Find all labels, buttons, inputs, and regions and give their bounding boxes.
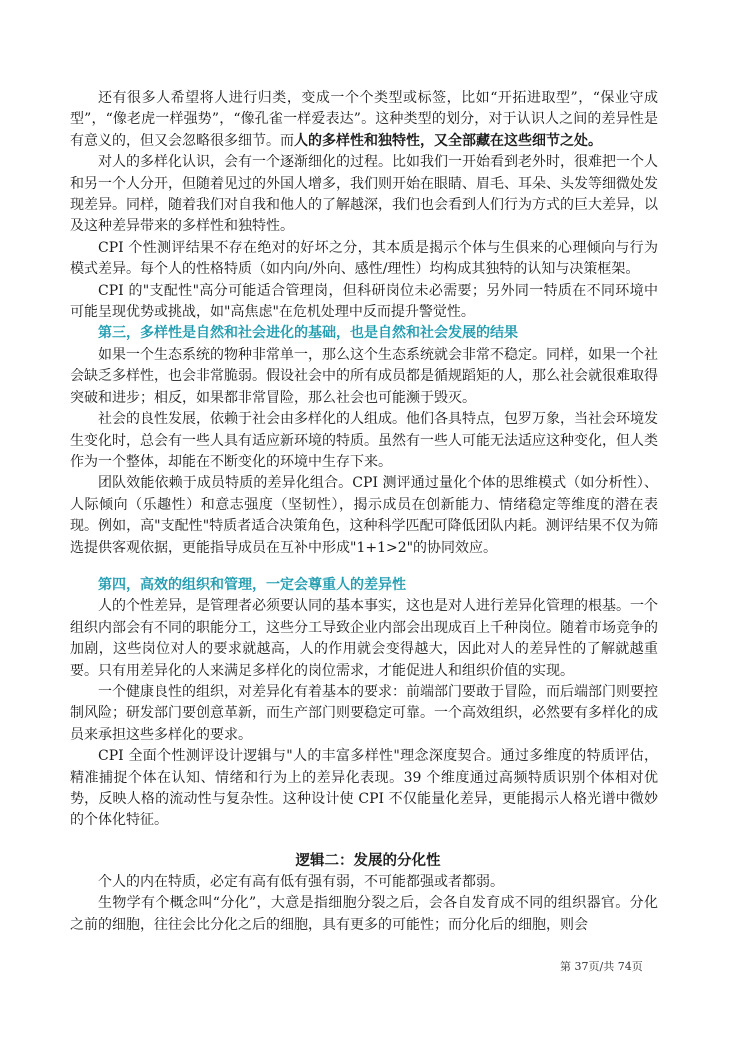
paragraph-differentiation: 生物学有个概念叫“分化”，大意是指细胞分裂之后，会各自发育成不同的组织器官。分化之前的细胞，往往会比分化之后的细胞，具有更多的可能性；而分化后的细胞，则会	[70, 895, 658, 933]
paragraph-cpi-dominance: CPI 的"支配性"高分可能适合管理岗，但科研岗位未必需要；另外同一特质在不同环境中可能呈现优势或挑战，如"高焦虑"在危机处理中反而提升警觉性。	[70, 282, 658, 321]
paragraph-text: 还有很多人希望将人进行归类，变成一个个类型或标签，比如“开拓进取型”，“保业守成型”，“像老虎一样强势”，“像孔雀一样爱表达”。这种类型的划分，对于认识人之间的差异性是有意义的，但又会忽略很多细节。而	[70, 90, 658, 149]
paragraph-team-efficacy: 团队效能依赖于成员特质的差异化组合。CPI 测评通过量化个体的思维模式（如分析性）、人际倾向（乐趣性）和意志强度（坚韧性），揭示成员在创新能力、情绪稳定等维度的潜在表现。例如，高"支配性"特质者适合决策角色，这种科学匹配可降低团队内耗。测评结果不仅为筛选提供客观依据，更能指导成员在互补中形成"1+1>2"的协同效应。	[70, 475, 658, 556]
document-page	[70, 88, 658, 936]
paragraph-diversity-perception: 对人的多样化认识，会有一个逐渐细化的过程。比如我们一开始看到老外时，很难把一个人和另一个人分开，但随着见过的外国人增多，我们则开始在眼睛、眉毛、耳朵、头发等细微处发现差异。同样，随着我们对自我和他人的了解越深，我们也会看到人们行为方式的巨大差异，以及这种差异带来的多样性和独特性。	[70, 154, 658, 235]
section-heading-3: 第三，多样性是自然和社会进化的基础，也是自然和社会发展的结果	[98, 325, 518, 342]
page-number: 第 37页/共 74页	[560, 960, 643, 973]
paragraph-healthy-org: 一个健康良性的组织，对差异化有着基本的要求：前端部门要敢于冒险，而后端部门则要控制风险；研发部门要创意革新，而生产部门则要稳定可靠。一个高效组织，必然要有多样化的成员来承担这些多样化的要求。	[70, 683, 658, 743]
paragraph-management: 人的个性差异，是管理者必须要认同的基本事实，这也是对人进行差异化管理的根基。一个组织内部会有不同的职能分工，这些分工导致企业内部会出现成百上千种岗位。随着市场竞争的加剧，这些岗位对人的要求就越高，人的作用就会变得越大，因此对人的差异性的了解就越重要。只有用差异化的人来满足多样化的岗位需求，才能促进人和组织价值的实现。	[70, 598, 658, 679]
paragraph-ecosystem: 如果一个生态系统的物种非常单一，那么这个生态系统就会非常不稳定。同样，如果一个社会缺乏多样性，也会非常脆弱。假设社会中的所有成员都是循规蹈矩的人，那么社会就很难取得突破和进步；相反，如果都非常冒险，那么社会也可能濒于毁灭。	[70, 346, 658, 406]
paragraph-cpi-no-good-bad: CPI 个性测评结果不存在绝对的好坏之分，其本质是揭示个体与生俱来的心理倾向与行为模式差异。每个人的性格特质（如内向/外向、感性/理性）均构成其独特的认知与决策框架。	[70, 239, 658, 278]
emphasis-text: 人的多样性和独特性，又全部藏在这些细节之处。	[294, 132, 602, 149]
logic-heading: 逻辑二：发展的分化性	[295, 851, 441, 869]
paragraph-cpi-design: CPI 全面个性测评设计逻辑与"人的丰富多样性"理念深度契合。通过多维度的特质评估，精准捕捉个体在认知、情绪和行为上的差异化表现。39 个维度通过高频特质识别个体相对优势，反映人格的流动性与复杂性。这种设计使 CPI 不仅能量化差异，更能揭示人格光谱中微妙的个体化特征。	[70, 748, 658, 829]
paragraph-classification	[70, 88, 658, 152]
paragraph-inner-traits: 个人的内在特质，必定有高有低有强有弱，不可能都强或者都弱。	[98, 873, 504, 890]
section-heading-4: 第四，高效的组织和管理，一定会尊重人的差异性	[98, 576, 406, 593]
paragraph-society: 社会的良性发展，依赖于社会由多样化的人组成。他们各具特点，包罗万象，当社会环境发生变化时，总会有一些人具有适应新环境的特质。虽然有一些人可能无法适应这种变化，但人类作为一个整体，却能在不断变化的环境中生存下来。	[70, 411, 658, 470]
